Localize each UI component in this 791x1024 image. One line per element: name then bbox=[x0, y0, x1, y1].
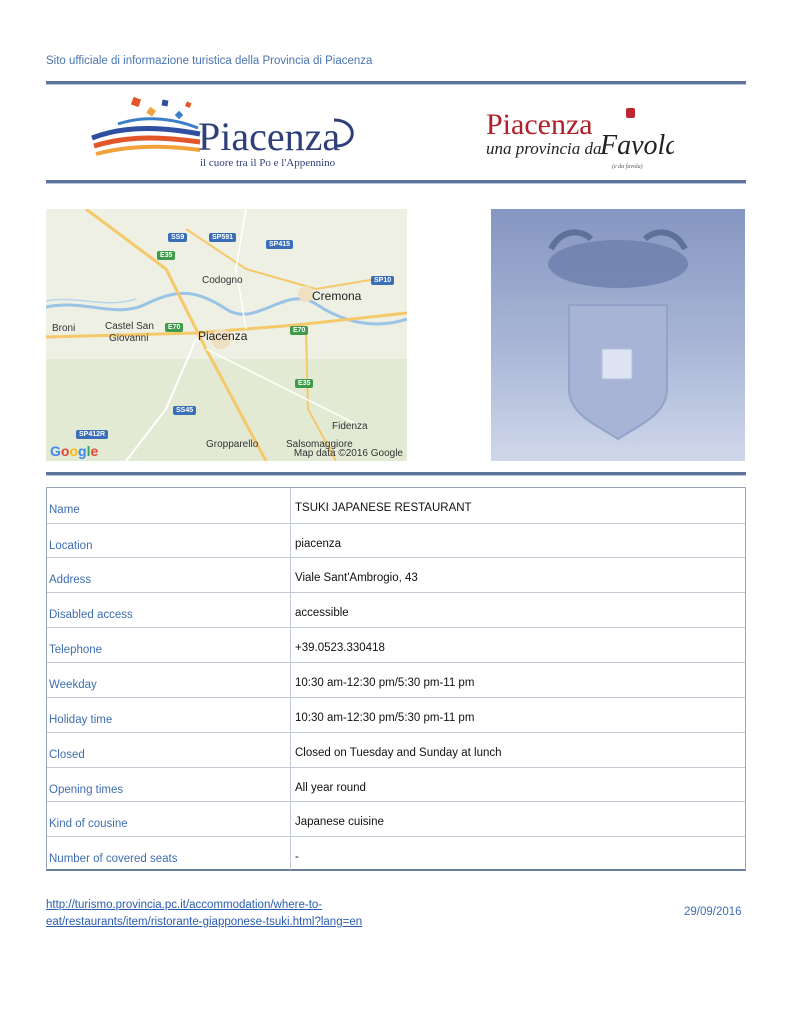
road-sp10: SP10 bbox=[371, 276, 394, 285]
row-value-covered-seats: - bbox=[295, 851, 299, 863]
source-url-link[interactable]: http://turismo.provincia.pc.it/accommodation/where-to-eat/restaurants/item/ristorante-giapponese-tsuki.html?lang=en bbox=[46, 899, 363, 928]
row-label-telephone: Telephone bbox=[49, 644, 103, 656]
restaurant-details-table bbox=[46, 487, 746, 871]
piacenza-favola-logo[interactable] bbox=[484, 104, 674, 174]
road-e70-west: E70 bbox=[165, 323, 183, 332]
table-row bbox=[47, 592, 745, 628]
map-place-cremona: Cremona bbox=[312, 289, 362, 303]
google-logo: Google bbox=[50, 443, 99, 459]
row-label-name: Name bbox=[49, 504, 80, 516]
road-e70-east: E70 bbox=[290, 326, 308, 335]
row-label-address: Address bbox=[49, 574, 92, 586]
road-sp415: SP415 bbox=[266, 240, 293, 249]
favola-shield-icon bbox=[626, 108, 635, 118]
table-row bbox=[47, 697, 745, 733]
map-place-gropparello: Gropparello bbox=[206, 439, 259, 450]
map-place-codogno: Codogno bbox=[202, 275, 243, 286]
table-row bbox=[47, 662, 745, 698]
logo-rule bbox=[46, 180, 746, 184]
row-label-holiday-time: Holiday time bbox=[49, 714, 113, 726]
map-rule bbox=[46, 472, 746, 476]
row-label-disabled-access: Disabled access bbox=[49, 609, 133, 621]
road-sp591: SP591 bbox=[209, 233, 236, 242]
row-value-holiday-time: 10:30 am-12:30 pm/5:30 pm-11 pm bbox=[295, 712, 475, 724]
road-e35-north: E35 bbox=[157, 251, 175, 260]
row-value-name: TSUKI JAPANESE RESTAURANT bbox=[295, 502, 472, 514]
row-label-location: Location bbox=[49, 540, 93, 552]
row-value-weekday: 10:30 am-12:30 pm/5:30 pm-11 pm bbox=[295, 677, 475, 689]
map-place-salsomaggiore: Salsomaggiore bbox=[286, 439, 353, 450]
row-label-covered-seats: Number of covered seats bbox=[49, 853, 178, 865]
table-row bbox=[47, 767, 745, 803]
table-row bbox=[47, 557, 745, 593]
favola-logo-name: Piacenza bbox=[486, 108, 593, 141]
map-place-fidenza: Fidenza bbox=[332, 421, 368, 432]
map-place-castel-san: Castel San bbox=[105, 321, 154, 332]
map-place-giovanni: Giovanni bbox=[109, 333, 149, 344]
table-row bbox=[47, 627, 745, 663]
row-value-kind-of-cousine: Japanese cuisine bbox=[295, 816, 384, 828]
table-row bbox=[47, 836, 745, 872]
row-value-address: Viale Sant'Ambrogio, 43 bbox=[295, 572, 418, 584]
map-place-broni: Broni bbox=[52, 323, 76, 334]
piacenza-logo[interactable] bbox=[88, 94, 360, 174]
row-value-location: piacenza bbox=[295, 538, 342, 550]
road-e35-south: E35 bbox=[295, 379, 313, 388]
favola-logo-script: Favola bbox=[600, 130, 674, 161]
row-label-opening-times: Opening times bbox=[49, 784, 124, 796]
crest-icon bbox=[491, 209, 745, 461]
table-row bbox=[47, 523, 745, 559]
map-credit: Map data ©2016 Google bbox=[293, 448, 403, 459]
table-row bbox=[47, 488, 745, 523]
favola-logo-small: (e da favola) bbox=[612, 164, 643, 170]
piacenza-logo-subtitle: il cuore tra il Po e l'Appennino bbox=[200, 157, 336, 169]
header-rule bbox=[46, 81, 746, 85]
row-value-telephone: +39.0523.330418 bbox=[295, 642, 385, 654]
row-value-closed: Closed on Tuesday and Sunday at lunch bbox=[295, 747, 502, 759]
print-date: 29/09/2016 bbox=[684, 906, 742, 918]
favola-logo-subtitle: una provincia da bbox=[486, 139, 602, 158]
row-value-opening-times: All year round bbox=[295, 782, 366, 794]
site-tagline: Sito ufficiale di informazione turistica della Provincia di Piacenza bbox=[46, 55, 373, 67]
road-ss9: SS9 bbox=[168, 233, 187, 242]
row-value-disabled-access: accessible bbox=[295, 607, 349, 619]
row-label-weekday: Weekday bbox=[49, 679, 97, 691]
table-row bbox=[47, 801, 745, 837]
province-crest-image bbox=[491, 209, 745, 461]
piacenza-logo-name: Piacenza bbox=[198, 114, 341, 159]
road-ss45: SS45 bbox=[173, 406, 196, 415]
map-place-piacenza: Piacenza bbox=[198, 329, 248, 343]
row-label-closed: Closed bbox=[49, 749, 85, 761]
road-sp412r: SP412R bbox=[76, 430, 108, 439]
row-label-kind-of-cousine: Kind of cousine bbox=[49, 818, 128, 830]
table-row bbox=[47, 732, 745, 768]
location-map[interactable] bbox=[46, 209, 407, 461]
